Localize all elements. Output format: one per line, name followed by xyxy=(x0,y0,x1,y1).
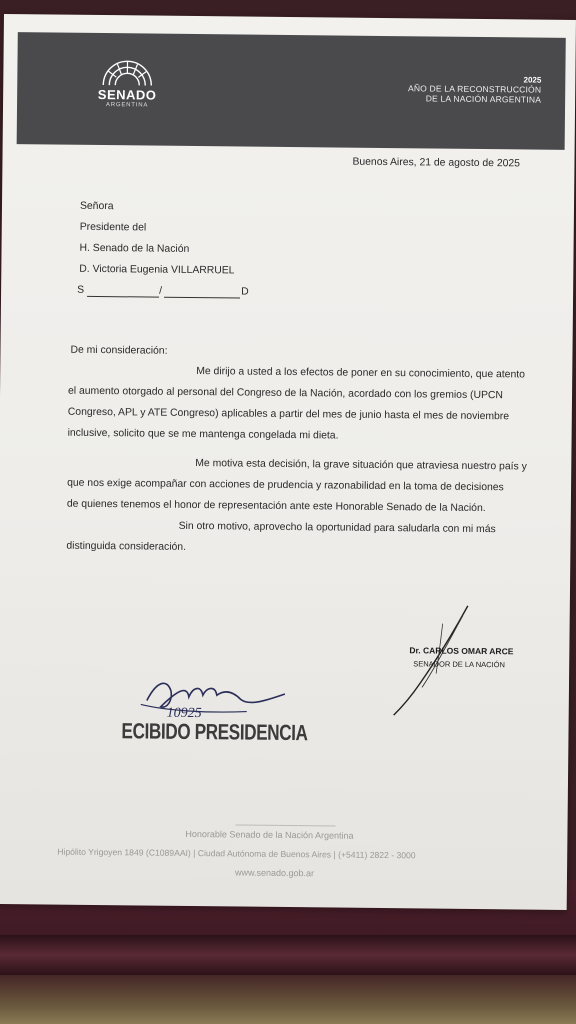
received-stamp: ECIBIDO PRESIDENCIA xyxy=(121,718,308,746)
stamp-handwritten-number: 10925 xyxy=(166,705,202,722)
signer-title: SENADOR DE LA NACIÓN xyxy=(413,659,505,670)
logo-subtitle: ARGENTINA xyxy=(105,102,149,109)
p1-line: el aumento otorgado al personal del Congreso de la Nación, acordado con los gremios (UPCN xyxy=(67,385,504,402)
recipient-line4: D. Victoria Eugenia VILLARRUEL xyxy=(79,263,235,277)
header-year: 2025 xyxy=(523,75,542,85)
p2-line: de quienes tenemos el honor de representación ante este Honorable Senado de la Nación. xyxy=(66,498,486,515)
stamp-handwriting xyxy=(137,670,298,722)
p1-line: Congreso, APL y ATE Congreso) aplicables a partir del mes de junio hasta el mes de noviembre xyxy=(67,406,510,423)
letter-page xyxy=(0,14,576,910)
footer-line2: Hipólito Yrigoyen 1849 (C1089AAI) | Ciudad Autónoma de Buenos Aires | (+5411) 2822 - 3000 xyxy=(57,846,416,861)
footer-divider xyxy=(236,824,336,826)
p3-line: Sin otro motivo, aprovecho la oportunidad para saludarla con mi más xyxy=(178,520,496,536)
senate-dome-icon xyxy=(95,53,159,90)
logo-name: SENADO xyxy=(97,86,157,103)
signer-name: Dr. CARLOS OMAR ARCE xyxy=(409,645,514,657)
p1-line: inclusive, solicito que se me mantenga congelada mi dieta. xyxy=(67,427,339,442)
p2-line: Me motiva esta decisión, la grave situación que atraviesa nuestro país y xyxy=(195,458,527,473)
sd-left: S xyxy=(77,284,85,296)
recipient-line1: Señora xyxy=(79,200,114,213)
sd-underline-1 xyxy=(87,296,159,298)
header-motto-line2: DE LA NACIÓN ARGENTINA xyxy=(425,93,542,105)
header-motto-line1: AÑO DE LA RECONSTRUCCIÓN xyxy=(407,83,542,95)
date-line: Buenos Aires, 21 de agosto de 2025 xyxy=(352,156,521,170)
sd-right: D xyxy=(241,286,249,298)
salutation: De mi consideración: xyxy=(70,344,168,357)
p3-line: distinguida consideración. xyxy=(66,540,187,553)
sd-underline-2 xyxy=(164,297,240,299)
desk-edge xyxy=(0,935,576,975)
recipient-line3: H. Senado de la Nación xyxy=(79,242,190,255)
sd-separator: / xyxy=(159,285,163,297)
footer-website[interactable]: www.senado.gob.ar xyxy=(234,867,315,879)
recipient-line2: Presidente del xyxy=(79,221,147,234)
letterhead xyxy=(17,32,566,150)
p2-line: que nos exige acompañar con acciones de prudencia y razonabilidad en la toma de decisiones xyxy=(67,477,504,494)
p1-line: Me dirijo a usted a los efectos de poner en su conocimiento, que atento xyxy=(196,366,525,381)
footer-line1: Honorable Senado de la Nación Argentina xyxy=(185,828,354,841)
